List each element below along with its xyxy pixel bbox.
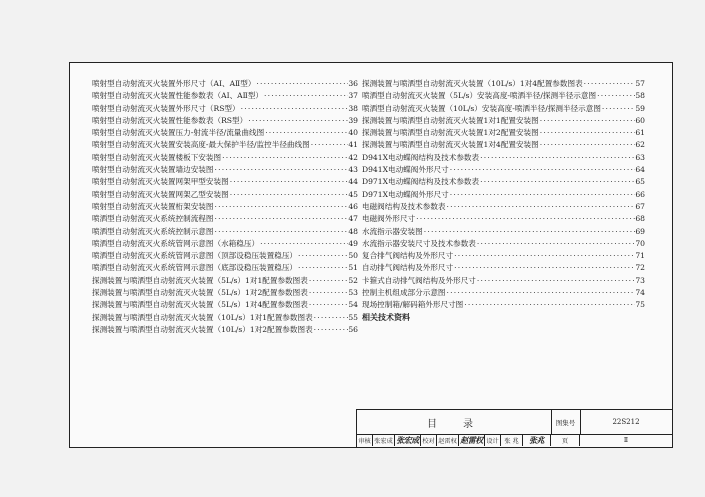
toc-entry-title: 探测装置与喷洒型自动射流灭火装置（10L/s）1对1配置参数图表 <box>92 312 313 322</box>
toc-entry <box>362 226 645 238</box>
toc-entry-page: 40 <box>348 128 358 138</box>
toc-leader-dots <box>453 250 635 262</box>
toc-entry <box>92 189 358 201</box>
toc-entry <box>362 78 645 90</box>
toc-leader-dots <box>308 299 348 311</box>
toc-entry <box>362 238 645 250</box>
toc-entry-page: 51 <box>348 263 358 273</box>
toc-leader-dots <box>214 201 349 213</box>
toc-entry-page: 48 <box>348 226 358 236</box>
toc-leader-dots <box>240 103 349 115</box>
toc-entry-page: 52 <box>348 275 358 285</box>
toc-leader-dots <box>264 127 348 139</box>
atlas-number-label: 图集号 <box>551 410 581 434</box>
toc-leader-dots <box>479 176 635 188</box>
toc-leader-dots <box>297 250 348 262</box>
toc-leader-dots <box>214 226 349 238</box>
related-docs-heading: 相关技术资料 <box>362 312 410 322</box>
toc-entry <box>92 226 358 238</box>
toc-leader-dots <box>313 324 349 336</box>
toc-entry-title: 探测装置与喷洒型自动射流灭火装置（5L/s）1对4配置参数图表 <box>92 300 308 310</box>
toc-leader-dots <box>539 127 636 139</box>
title-block-row-1 <box>357 410 672 435</box>
designer-signature: 张兆 <box>523 434 551 446</box>
toc-entry-title: 探测装置与喷洒型自动射流灭火装置（10L/s）1对2配置参数图表 <box>92 324 313 334</box>
toc-entry-page: 70 <box>635 238 645 248</box>
toc-entry-page: 71 <box>635 251 645 261</box>
toc-entry-title: 喷射型自动射流灭火装置墙边安装图 <box>92 165 214 175</box>
toc-entry <box>92 324 358 336</box>
toc-entry-title: D941X电动蝶阀外形尺寸 <box>362 165 449 175</box>
toc-entry-title: 水流指示器安装尺寸及技术参数表 <box>362 238 476 248</box>
toc-entry-title: D941X电动蝶阀结构及技术参数表 <box>362 152 480 162</box>
toc-entry-title: 复合排气阀结构及外形尺寸 <box>362 251 454 261</box>
toc-entry-page: 73 <box>635 275 645 285</box>
toc-leader-dots <box>415 213 635 225</box>
toc-leader-dots <box>463 299 635 311</box>
toc-leader-dots <box>479 152 635 164</box>
toc-entry-title: D971X电动蝶阀结构及技术参数表 <box>362 177 480 187</box>
toc-entry-page: 62 <box>635 140 645 150</box>
toc-entry <box>92 213 358 225</box>
designer-name: 张 兆 <box>501 434 523 446</box>
toc-entry-title: D971X电动蝶阀外形尺寸 <box>362 189 449 199</box>
toc-entry-title: 喷洒型自动射流灭火系统管网示意图（底部设稳压装置稳压） <box>92 263 298 273</box>
sheet-title: 目 录 <box>357 410 552 434</box>
toc-leader-dots <box>446 201 636 213</box>
toc-entry-title: 自动排气阀结构及外形尺寸 <box>362 263 454 273</box>
toc-entry-title: 探测装置与喷洒型自动射流灭火装置（10L/s）1对4配置参数图表 <box>362 79 583 88</box>
toc-entry <box>362 115 645 127</box>
toc-entry-page: 64 <box>635 165 645 175</box>
toc-entry-title: 喷洒型自动射流灭火系统管网示意图（水箱稳压） <box>92 238 260 248</box>
toc-entry-page: 69 <box>635 226 645 236</box>
toc-entry-title: 探测装置与喷洒型自动射流灭火装置1对2配置安装图 <box>362 128 539 138</box>
toc-leader-dots <box>476 275 635 287</box>
toc-entry-page: 72 <box>635 263 645 273</box>
toc-leader-dots <box>214 164 349 176</box>
atlas-number: 22S212 <box>612 418 640 426</box>
toc-entry-page: 60 <box>635 115 645 125</box>
toc-entry-page: 63 <box>635 152 645 162</box>
toc-entry-title: 喷洒型自动射流灭火系统管网示意图（顶部设稳压装置稳压） <box>92 251 298 261</box>
toc-entry-page: 38 <box>348 103 358 113</box>
toc-leader-dots <box>297 262 348 274</box>
toc-entry <box>92 201 358 213</box>
toc-leader-dots <box>229 189 349 201</box>
toc-entry <box>362 275 645 287</box>
toc-entry-title: 喷射型自动射流灭火装置性能参数表（AⅠ、AⅡ型） <box>92 91 264 101</box>
toc-leader-dots <box>221 152 348 164</box>
toc-entry-page: 61 <box>635 128 645 138</box>
toc-entry-title: 控制主机组成部分示意图 <box>362 288 446 298</box>
toc-entry-title: 探测装置与喷洒型自动射流灭火装置（5L/s）1对1配置参数图表 <box>92 275 308 285</box>
toc-entry-page: 39 <box>348 115 358 125</box>
toc-entry-page: 37 <box>348 91 358 101</box>
toc-entry-title: 喷射型自动射流灭火装置外形尺寸（AⅠ、AⅡ型） <box>92 79 256 88</box>
toc-entry-page: 58 <box>635 91 645 101</box>
toc-entry <box>362 127 645 139</box>
toc-entry <box>92 103 358 115</box>
toc-entry-page: 67 <box>635 201 645 211</box>
toc-entry <box>362 189 645 201</box>
toc-entry-title: 喷射型自动射流灭火装置安装高度-最大保护半径/监控半径曲线图 <box>92 140 310 150</box>
toc-leader-dots <box>449 189 636 201</box>
toc-leader-dots <box>229 176 349 188</box>
toc-entry-page: 47 <box>348 214 358 224</box>
toc-entry-page: 36 <box>348 79 358 88</box>
toc-leader-dots <box>247 115 348 127</box>
page-number: Ⅱ <box>623 436 629 444</box>
drawing-frame <box>69 62 673 448</box>
design-label: 设计 <box>485 434 501 446</box>
toc-entry-page: 41 <box>348 140 358 150</box>
toc-leader-dots <box>446 287 636 299</box>
toc-entry-page: 44 <box>348 177 358 187</box>
toc-entry-title: 喷射型自动射流灭火装置楼板下安装图 <box>92 152 222 162</box>
toc-entry-page: 56 <box>348 324 358 334</box>
toc-entry-title: 喷洒型自动射流灭火系统控制示意图 <box>92 226 214 236</box>
toc-entry-page: 59 <box>635 103 645 113</box>
toc-entry-title: 探测装置与喷洒型自动射流灭火装置1对1配置安装图 <box>362 115 539 125</box>
reviewer-name: 张宏成 <box>373 434 395 446</box>
toc-entry-title: 电磁阀外形尺寸 <box>362 214 416 224</box>
toc-leader-dots <box>259 238 348 250</box>
toc-leader-dots <box>449 164 636 176</box>
toc-entry <box>92 176 358 188</box>
toc-entry <box>92 312 358 324</box>
toc-entry-page: 75 <box>635 300 645 310</box>
toc-leader-dots <box>476 238 635 250</box>
toc-entry <box>362 90 645 102</box>
toc-entry <box>362 262 645 274</box>
toc-entry <box>362 103 645 115</box>
toc-entry <box>92 127 358 139</box>
toc-entry <box>362 201 645 213</box>
toc-entry-title: 喷洒型自动射流灭火装置（10L/s）安装高度-喷洒半径/探测半径示意图 <box>362 103 601 113</box>
toc-entry <box>92 287 358 299</box>
toc-entry-page: 54 <box>348 300 358 310</box>
toc-leader-dots <box>310 139 349 151</box>
toc-leader-dots <box>539 115 636 127</box>
toc-entry-title: 水流指示器安装图 <box>362 226 423 236</box>
toc-leader-dots <box>308 287 348 299</box>
title-block-row-2 <box>357 434 672 446</box>
toc-entry-title: 探测装置与喷洒型自动射流灭火装置1对4配置安装图 <box>362 140 539 150</box>
toc-entry <box>92 78 358 90</box>
toc-entry <box>362 164 645 176</box>
toc-leader-dots <box>263 90 348 102</box>
toc-entry <box>362 213 645 225</box>
toc-entry-page: 45 <box>348 189 358 199</box>
toc-entry-page: 50 <box>348 251 358 261</box>
reviewer-signature: 张宏成 <box>395 434 421 446</box>
toc-leader-dots <box>453 262 635 274</box>
toc-entry <box>362 299 645 311</box>
toc-entry-title: 喷射型自动射流灭火装置外形尺寸（RS型） <box>92 103 240 113</box>
toc-left-column <box>92 78 358 336</box>
toc-entry-title: 卡箍式自动排气阀结构及外形尺寸 <box>362 275 476 285</box>
toc-entry-title: 喷射型自动射流灭火装置压力-射流半径/流量曲线图 <box>92 128 265 138</box>
toc-entry <box>92 262 358 274</box>
toc-entry <box>92 115 358 127</box>
page-label: 页 <box>551 434 580 446</box>
checker-signature: 赵雷权 <box>459 434 485 446</box>
toc-entry <box>92 90 358 102</box>
toc-entry <box>92 152 358 164</box>
toc-entry-title: 喷射型自动射流灭火装置网架乙型安装图 <box>92 189 229 199</box>
check-label: 校对 <box>421 434 437 446</box>
toc-entry-title: 喷射型自动射流灭火装置网架甲型安装图 <box>92 177 229 187</box>
toc-entry <box>362 250 645 262</box>
toc-entry-title: 探测装置与喷洒型自动射流灭火装置（5L/s）1对2配置参数图表 <box>92 288 308 298</box>
toc-entry <box>92 275 358 287</box>
toc-leader-dots <box>214 213 349 225</box>
toc-leader-dots <box>583 78 636 90</box>
toc-entry <box>92 238 358 250</box>
toc-entry <box>92 299 358 311</box>
toc-entry <box>362 139 645 151</box>
toc-entry-page: 57 <box>635 79 645 88</box>
toc-entry-title: 喷洒型自动射流灭火装置（5L/s）安装高度-喷洒半径/探测半径示意图 <box>362 91 597 101</box>
toc-entry-page: 66 <box>635 189 645 199</box>
toc-entry <box>362 176 645 188</box>
toc-leader-dots <box>255 78 348 90</box>
toc-entry-title: 喷洒型自动射流灭火系统控制流程图 <box>92 214 214 224</box>
toc-entry-page: 46 <box>348 201 358 211</box>
toc-leader-dots <box>313 312 349 324</box>
toc-entry <box>92 164 358 176</box>
toc-entry <box>362 152 645 164</box>
toc-entry-page: 42 <box>348 152 358 162</box>
toc-entry <box>92 139 358 151</box>
review-label: 审核 <box>357 434 373 446</box>
toc-entry-title: 现场控制箱/解码箱外形尺寸图 <box>362 300 464 310</box>
toc-entry-page: 43 <box>348 165 358 175</box>
toc-entry-page: 53 <box>348 288 358 298</box>
toc-entry <box>362 287 645 299</box>
title-block <box>356 409 672 447</box>
toc-entry-page: 74 <box>635 288 645 298</box>
toc-right-column <box>362 78 645 324</box>
toc-leader-dots <box>539 139 636 151</box>
toc-entry-page: 65 <box>635 177 645 187</box>
toc-entry <box>92 250 358 262</box>
toc-entry-page: 68 <box>635 214 645 224</box>
toc-entry-title: 喷射型自动射流灭火装置性能参数表（RS型） <box>92 115 248 125</box>
toc-leader-dots <box>423 226 636 238</box>
toc-leader-dots <box>596 90 635 102</box>
toc-entry-page: 49 <box>348 238 358 248</box>
toc-leader-dots <box>308 275 348 287</box>
toc-entry-title: 喷射型自动射流灭火装置桁架安装图 <box>92 201 214 211</box>
toc-leader-dots <box>601 103 635 115</box>
toc-entry-page: 55 <box>348 312 358 322</box>
toc-entry-title: 电磁阀结构及技术参数表 <box>362 201 446 211</box>
checker-name: 赵雷权 <box>437 434 459 446</box>
